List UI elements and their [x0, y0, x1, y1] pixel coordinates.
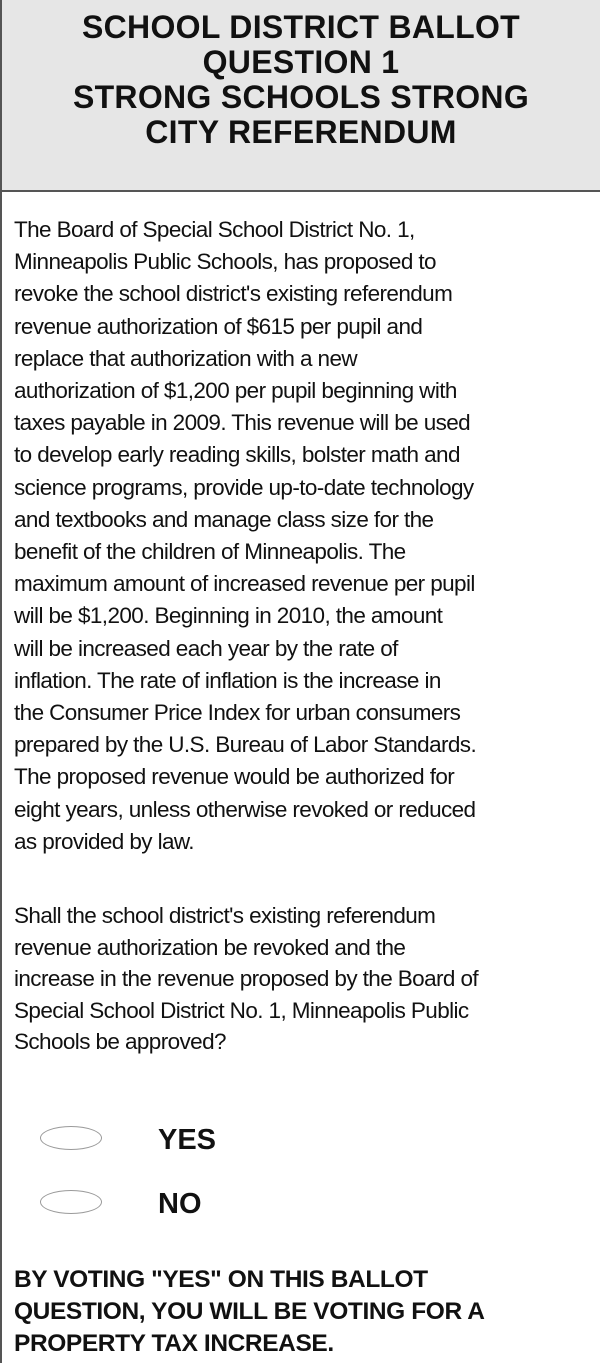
no-label: NO — [158, 1188, 202, 1220]
header-title-line-2: QUESTION 1 — [202, 44, 400, 80]
header-title-line-4: CITY REFERENDUM — [145, 114, 457, 150]
yes-label: YES — [158, 1124, 217, 1156]
yes-oval-bubble[interactable] — [40, 1126, 102, 1150]
no-oval-bubble[interactable] — [40, 1190, 102, 1214]
ballot-question: Shall the school district's existing referendum revenue authorization be revoked and the increase in the revenue proposed by the Board of Special School District No. 1, Minneapolis Public Schools be approved? — [14, 903, 479, 1054]
header-title-line-3: STRONG SCHOOLS STRONG — [72, 79, 530, 115]
option-no[interactable] — [40, 1184, 340, 1224]
tax-increase-warning: BY VOTING "YES" ON THIS BALLOT QUESTION, YOU WILL BE VOTING FOR A PROPERTY TAX INCREASE. — [14, 1266, 485, 1357]
header-title-line-1: SCHOOL DISTRICT BALLOT — [82, 9, 520, 45]
ballot-description: The Board of Special School District No. 1, Minneapolis Public Schools, has proposed to revoke the school district's existing referendum revenue authorization of $615 per pupil and replace that authorization with a new authorization of $1,200 per pupil beginning with taxes payable in 2009. This revenue will be used to develop early reading skills, bolster math and science programs, provide up-to-date technology and textbooks and manage class size for the benefit of the children of Minneapolis. The maximum amount of increased revenue per pupil will be $1,200. Beginning in 2010, the amount will be increased each year by the rate of inflation. The rate of inflation is the increase in the Consumer Price Index for urban consumers prepared by the U.S. Bureau of Labor Standards. The proposed revenue would be authorized for eight years, unless otherwise revoked or reduced as provided by law. — [14, 217, 477, 854]
option-yes[interactable] — [40, 1120, 340, 1160]
ballot-header — [2, 0, 600, 192]
